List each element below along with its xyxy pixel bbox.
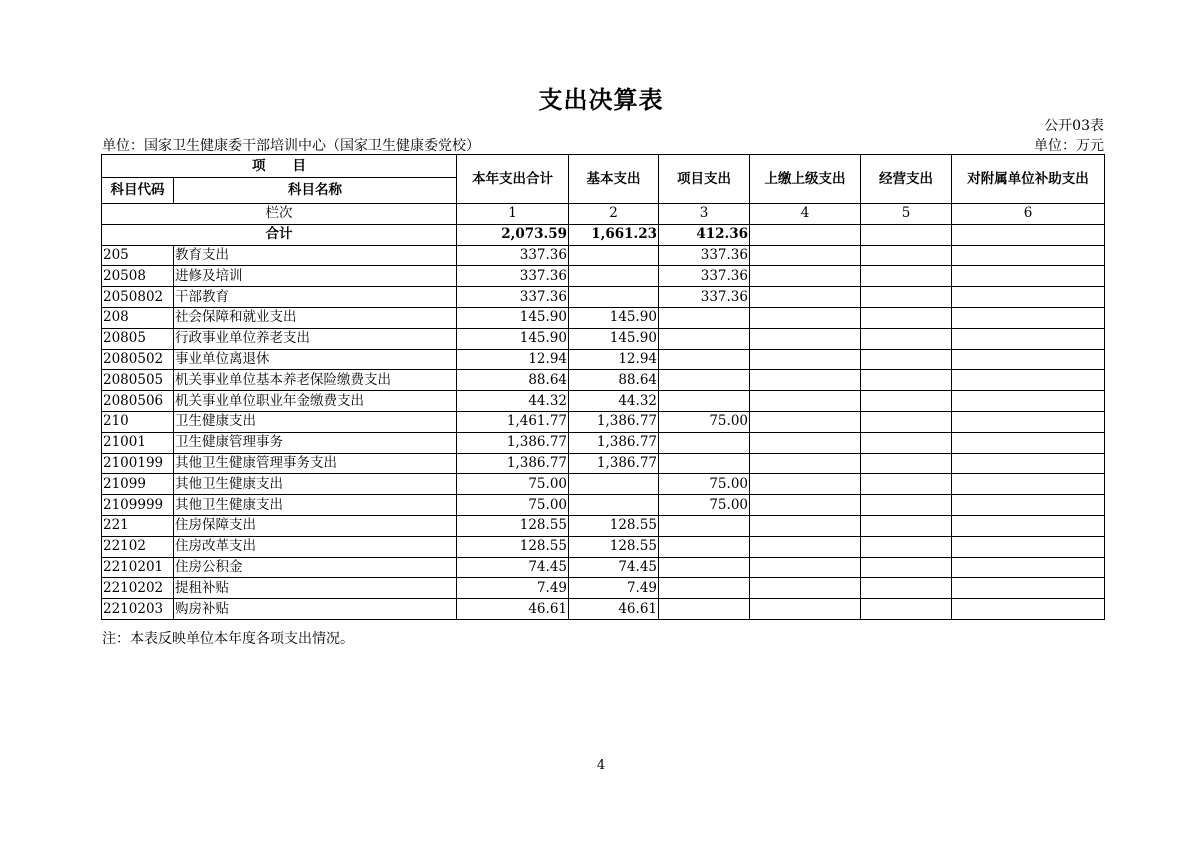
table-row — [102, 391, 1105, 412]
row-basic: 145.90 — [569, 328, 659, 349]
row-subsidy — [952, 515, 1105, 536]
row-total: 128.55 — [457, 515, 569, 536]
row-subsidy — [952, 245, 1105, 266]
row-business — [861, 370, 952, 391]
row-item — [659, 391, 750, 412]
table-row — [102, 495, 1105, 516]
row-code: 22102 — [102, 536, 174, 557]
row-item — [659, 370, 750, 391]
row-name: 购房补贴 — [174, 599, 457, 620]
table-row — [102, 307, 1105, 328]
row-business — [861, 432, 952, 453]
row-basic — [569, 495, 659, 516]
row-item — [659, 328, 750, 349]
row-subsidy — [952, 349, 1105, 370]
row-upper — [750, 599, 861, 620]
row-subsidy — [952, 370, 1105, 391]
row-code: 2050802 — [102, 287, 174, 308]
table-row — [102, 474, 1105, 495]
row-total: 1,386.77 — [457, 453, 569, 474]
row-business — [861, 474, 952, 495]
row-item — [659, 536, 750, 557]
row-name: 进修及培训 — [174, 266, 457, 287]
row-subsidy — [952, 432, 1105, 453]
row-code: 2080505 — [102, 370, 174, 391]
row-total: 75.00 — [457, 495, 569, 516]
row-code: 21099 — [102, 474, 174, 495]
table-row — [102, 411, 1105, 432]
table-row — [102, 536, 1105, 557]
lanci-5: 5 — [861, 204, 952, 225]
row-basic: 1,386.77 — [569, 432, 659, 453]
header-total: 本年支出合计 — [457, 155, 569, 204]
row-item — [659, 557, 750, 578]
header-project: 项 目 — [102, 155, 457, 178]
row-business — [861, 287, 952, 308]
page-title: 支出决算表 — [538, 86, 664, 114]
header-code: 科目代码 — [102, 178, 174, 204]
row-code: 20508 — [102, 266, 174, 287]
row-item: 75.00 — [659, 411, 750, 432]
page-number: 4 — [596, 758, 606, 773]
organization-unit: 单位：国家卫生健康委干部培训中心（国家卫生健康委党校） — [102, 138, 480, 154]
row-code: 2080502 — [102, 349, 174, 370]
row-business — [861, 599, 952, 620]
row-subsidy — [952, 411, 1105, 432]
row-name: 其他卫生健康管理事务支出 — [174, 453, 457, 474]
row-item: 337.36 — [659, 245, 750, 266]
row-total: 12.94 — [457, 349, 569, 370]
row-upper — [750, 453, 861, 474]
row-name: 机关事业单位职业年金缴费支出 — [174, 391, 457, 412]
row-business — [861, 411, 952, 432]
row-total: 7.49 — [457, 578, 569, 599]
row-upper — [750, 578, 861, 599]
lanci-6: 6 — [952, 204, 1105, 225]
row-name: 社会保障和就业支出 — [174, 307, 457, 328]
row-upper — [750, 536, 861, 557]
row-business — [861, 391, 952, 412]
row-item — [659, 349, 750, 370]
row-business — [861, 557, 952, 578]
row-basic: 7.49 — [569, 578, 659, 599]
row-business — [861, 328, 952, 349]
row-total: 337.36 — [457, 266, 569, 287]
row-name: 住房改革支出 — [174, 536, 457, 557]
row-basic: 46.61 — [569, 599, 659, 620]
row-total: 128.55 — [457, 536, 569, 557]
row-basic — [569, 287, 659, 308]
table-row — [102, 453, 1105, 474]
header-item: 项目支出 — [659, 155, 750, 204]
row-name: 干部教育 — [174, 287, 457, 308]
row-code: 221 — [102, 515, 174, 536]
row-item — [659, 307, 750, 328]
row-business — [861, 536, 952, 557]
sum-basic: 1,661.23 — [569, 224, 659, 245]
table-row — [102, 432, 1105, 453]
row-subsidy — [952, 495, 1105, 516]
table-row — [102, 578, 1105, 599]
row-code: 2080506 — [102, 391, 174, 412]
row-upper — [750, 245, 861, 266]
row-basic — [569, 474, 659, 495]
row-upper — [750, 515, 861, 536]
row-code: 205 — [102, 245, 174, 266]
row-subsidy — [952, 557, 1105, 578]
sum-business — [861, 224, 952, 245]
row-basic: 128.55 — [569, 536, 659, 557]
row-business — [861, 515, 952, 536]
row-basic: 88.64 — [569, 370, 659, 391]
row-upper — [750, 557, 861, 578]
row-item — [659, 599, 750, 620]
row-item — [659, 432, 750, 453]
row-business — [861, 453, 952, 474]
row-basic: 145.90 — [569, 307, 659, 328]
table-row — [102, 515, 1105, 536]
header-basic: 基本支出 — [569, 155, 659, 204]
row-upper — [750, 370, 861, 391]
table-row — [102, 370, 1105, 391]
row-upper — [750, 287, 861, 308]
row-basic: 74.45 — [569, 557, 659, 578]
row-subsidy — [952, 536, 1105, 557]
lanci-4: 4 — [750, 204, 861, 225]
row-name: 住房公积金 — [174, 557, 457, 578]
header-name: 科目名称 — [174, 178, 457, 204]
table-row — [102, 328, 1105, 349]
lanci-1: 1 — [457, 204, 569, 225]
row-name: 机关事业单位基本养老保险缴费支出 — [174, 370, 457, 391]
column-index-row — [102, 204, 1105, 225]
row-item — [659, 578, 750, 599]
row-name: 卫生健康管理事务 — [174, 432, 457, 453]
row-business — [861, 245, 952, 266]
row-name: 住房保障支出 — [174, 515, 457, 536]
row-basic: 44.32 — [569, 391, 659, 412]
row-name: 其他卫生健康支出 — [174, 474, 457, 495]
row-basic — [569, 245, 659, 266]
expenditure-table — [101, 154, 1105, 620]
row-code: 20805 — [102, 328, 174, 349]
row-total: 44.32 — [457, 391, 569, 412]
row-name: 事业单位离退休 — [174, 349, 457, 370]
lanci-label: 栏次 — [102, 204, 457, 225]
row-item: 337.36 — [659, 287, 750, 308]
row-upper — [750, 266, 861, 287]
table-note: 注：本表反映单位本年度各项支出情况。 — [102, 631, 354, 647]
row-basic: 128.55 — [569, 515, 659, 536]
row-basic: 1,386.77 — [569, 453, 659, 474]
row-business — [861, 578, 952, 599]
row-basic: 12.94 — [569, 349, 659, 370]
row-business — [861, 495, 952, 516]
sum-row — [102, 224, 1105, 245]
row-total: 145.90 — [457, 307, 569, 328]
row-upper — [750, 474, 861, 495]
row-total: 337.36 — [457, 287, 569, 308]
row-code: 2210201 — [102, 557, 174, 578]
form-number: 公开03表 — [1044, 118, 1104, 134]
row-code: 2100199 — [102, 453, 174, 474]
sum-subsidy — [952, 224, 1105, 245]
row-total: 75.00 — [457, 474, 569, 495]
row-item: 75.00 — [659, 474, 750, 495]
row-business — [861, 349, 952, 370]
row-item — [659, 453, 750, 474]
header-business: 经营支出 — [861, 155, 952, 204]
row-basic — [569, 266, 659, 287]
row-name: 提租补贴 — [174, 578, 457, 599]
currency-unit: 单位：万元 — [1034, 138, 1104, 154]
row-total: 145.90 — [457, 328, 569, 349]
row-item: 75.00 — [659, 495, 750, 516]
row-total: 88.64 — [457, 370, 569, 391]
sum-total: 2,073.59 — [457, 224, 569, 245]
row-upper — [750, 349, 861, 370]
row-code: 2210202 — [102, 578, 174, 599]
row-basic: 1,386.77 — [569, 411, 659, 432]
row-upper — [750, 391, 861, 412]
row-code: 2210203 — [102, 599, 174, 620]
lanci-2: 2 — [569, 204, 659, 225]
row-total: 337.36 — [457, 245, 569, 266]
row-item — [659, 515, 750, 536]
row-upper — [750, 495, 861, 516]
row-business — [861, 307, 952, 328]
row-total: 74.45 — [457, 557, 569, 578]
row-upper — [750, 411, 861, 432]
row-subsidy — [952, 453, 1105, 474]
header-subsidy: 对附属单位补助支出 — [952, 155, 1105, 204]
sum-label: 合计 — [102, 224, 457, 245]
row-subsidy — [952, 307, 1105, 328]
row-total: 46.61 — [457, 599, 569, 620]
row-code: 210 — [102, 411, 174, 432]
row-upper — [750, 328, 861, 349]
table-row — [102, 287, 1105, 308]
table-row — [102, 245, 1105, 266]
table-row — [102, 349, 1105, 370]
row-name: 其他卫生健康支出 — [174, 495, 457, 516]
row-total: 1,461.77 — [457, 411, 569, 432]
row-subsidy — [952, 599, 1105, 620]
row-code: 2109999 — [102, 495, 174, 516]
row-code: 21001 — [102, 432, 174, 453]
row-name: 卫生健康支出 — [174, 411, 457, 432]
row-code: 208 — [102, 307, 174, 328]
row-name: 教育支出 — [174, 245, 457, 266]
row-upper — [750, 432, 861, 453]
lanci-3: 3 — [659, 204, 750, 225]
row-subsidy — [952, 266, 1105, 287]
row-subsidy — [952, 287, 1105, 308]
row-upper — [750, 307, 861, 328]
row-business — [861, 266, 952, 287]
row-name: 行政事业单位养老支出 — [174, 328, 457, 349]
table-row — [102, 557, 1105, 578]
row-subsidy — [952, 328, 1105, 349]
row-total: 1,386.77 — [457, 432, 569, 453]
table-row — [102, 266, 1105, 287]
row-subsidy — [952, 578, 1105, 599]
table-row — [102, 599, 1105, 620]
row-item: 337.36 — [659, 266, 750, 287]
sum-upper — [750, 224, 861, 245]
sum-item: 412.36 — [659, 224, 750, 245]
row-subsidy — [952, 391, 1105, 412]
header-upper: 上缴上级支出 — [750, 155, 861, 204]
row-subsidy — [952, 474, 1105, 495]
